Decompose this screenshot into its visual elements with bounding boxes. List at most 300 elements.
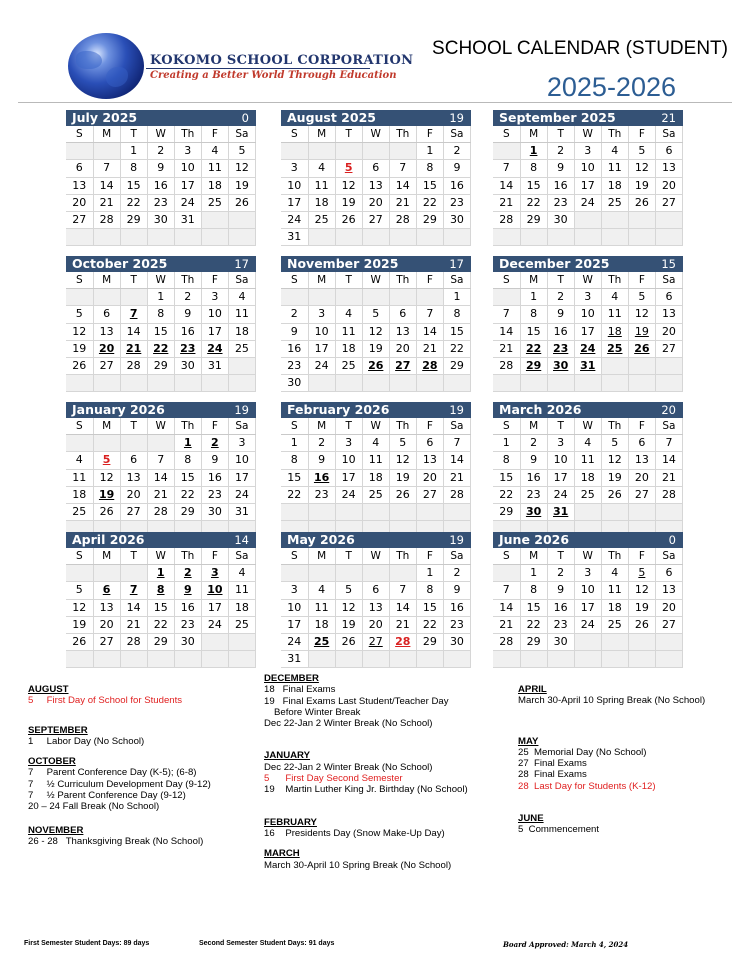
day-cell: 26 bbox=[628, 194, 655, 211]
day-cell: 16 bbox=[174, 323, 201, 340]
day-cell: 5 bbox=[628, 565, 655, 582]
week-row bbox=[281, 503, 471, 520]
empty-day bbox=[201, 229, 228, 246]
day-cell: 9 bbox=[174, 582, 201, 599]
day-cell: 30 bbox=[443, 211, 470, 228]
day-cell: 4 bbox=[228, 565, 255, 582]
empty-day bbox=[655, 651, 682, 668]
day-cell: 2 bbox=[520, 435, 547, 452]
event-section bbox=[518, 684, 738, 707]
day-cell: 13 bbox=[93, 323, 120, 340]
week-row bbox=[66, 160, 256, 177]
day-cell: 17 bbox=[335, 469, 362, 486]
empty-day bbox=[574, 229, 601, 246]
month-name: August 2025 bbox=[287, 110, 376, 125]
week-row bbox=[66, 435, 256, 452]
weekday-header: F bbox=[201, 272, 228, 289]
event-month-heading: AUGUST bbox=[28, 684, 69, 695]
day-cell: 27 bbox=[362, 211, 389, 228]
day-cell: 9 bbox=[201, 452, 228, 469]
week-row bbox=[66, 211, 256, 228]
day-cell: 7 bbox=[93, 160, 120, 177]
day-cell: 12 bbox=[389, 452, 416, 469]
week-row bbox=[66, 599, 256, 616]
empty-day bbox=[601, 357, 628, 374]
day-cell: 6 bbox=[120, 452, 147, 469]
event-section bbox=[518, 736, 738, 792]
day-cell: 14 bbox=[493, 177, 520, 194]
day-cell: 30 bbox=[443, 633, 470, 650]
day-cell: 18 bbox=[601, 177, 628, 194]
week-row bbox=[493, 289, 683, 306]
logo-divider bbox=[146, 68, 370, 69]
event-section bbox=[28, 684, 258, 707]
month-table bbox=[66, 418, 256, 538]
week-row bbox=[281, 452, 471, 469]
day-cell: 29 bbox=[493, 503, 520, 520]
day-cell: 18 bbox=[335, 340, 362, 357]
day-cell: 27 bbox=[120, 503, 147, 520]
day-cell: 18 bbox=[308, 616, 335, 633]
empty-day bbox=[416, 289, 443, 306]
day-cell: 20 bbox=[655, 599, 682, 616]
empty-day bbox=[120, 289, 147, 306]
day-cell: 24 bbox=[201, 340, 228, 357]
event-line: March 30-April 10 Spring Break (No School) bbox=[518, 695, 706, 707]
day-cell: 22 bbox=[520, 340, 547, 357]
event-month-heading: SEPTEMBER bbox=[28, 724, 88, 736]
day-cell: 27 bbox=[416, 486, 443, 503]
empty-day bbox=[628, 229, 655, 246]
empty-day bbox=[443, 375, 470, 392]
day-cell: 4 bbox=[228, 289, 255, 306]
day-cell: 27 bbox=[93, 633, 120, 650]
day-cell: 16 bbox=[147, 177, 174, 194]
day-cell: 30 bbox=[174, 357, 201, 374]
empty-day bbox=[362, 143, 389, 160]
empty-day bbox=[174, 651, 201, 668]
student-day-count: 0 bbox=[241, 111, 249, 125]
day-cell: 25 bbox=[228, 340, 255, 357]
day-cell: 8 bbox=[520, 582, 547, 599]
event-section bbox=[28, 725, 258, 748]
day-cell: 31 bbox=[574, 357, 601, 374]
weekday-header: S bbox=[281, 272, 308, 289]
empty-day bbox=[389, 503, 416, 520]
month-name: January 2026 bbox=[72, 402, 165, 417]
header-divider bbox=[18, 102, 732, 103]
day-cell: 9 bbox=[520, 452, 547, 469]
weekday-header: S bbox=[66, 418, 93, 435]
event-line: 19 Martin Luther King Jr. Birthday (No School) bbox=[264, 784, 468, 796]
week-row bbox=[281, 435, 471, 452]
weekday-header: Sa bbox=[228, 418, 255, 435]
empty-day bbox=[493, 143, 520, 160]
day-cell: 5 bbox=[628, 289, 655, 306]
day-cell: 10 bbox=[547, 452, 574, 469]
month-name: July 2025 bbox=[72, 110, 138, 125]
week-row bbox=[493, 229, 683, 246]
week-row bbox=[281, 194, 471, 211]
event-line: 5 Commencement bbox=[518, 824, 600, 836]
empty-day bbox=[228, 633, 255, 650]
month-march-2026 bbox=[493, 402, 683, 538]
day-cell: 15 bbox=[147, 599, 174, 616]
day-cell: 11 bbox=[601, 160, 628, 177]
weekday-header: Sa bbox=[228, 272, 255, 289]
board-approved: Board Approved: March 4, 2024 bbox=[503, 940, 629, 949]
empty-day bbox=[120, 375, 147, 392]
week-row bbox=[66, 616, 256, 633]
day-cell: 17 bbox=[574, 177, 601, 194]
day-cell: 9 bbox=[443, 582, 470, 599]
day-cell: 25 bbox=[601, 194, 628, 211]
day-cell: 6 bbox=[389, 306, 416, 323]
day-cell: 10 bbox=[335, 452, 362, 469]
empty-day bbox=[628, 503, 655, 520]
empty-day bbox=[416, 503, 443, 520]
day-cell: 12 bbox=[335, 599, 362, 616]
day-cell: 23 bbox=[147, 194, 174, 211]
empty-day bbox=[335, 229, 362, 246]
student-day-count: 15 bbox=[661, 257, 676, 271]
day-cell: 16 bbox=[443, 177, 470, 194]
weekday-header: T bbox=[335, 126, 362, 143]
month-header bbox=[493, 532, 683, 548]
empty-day bbox=[93, 435, 120, 452]
weekday-header: M bbox=[308, 126, 335, 143]
day-cell: 26 bbox=[628, 616, 655, 633]
empty-day bbox=[547, 651, 574, 668]
month-july-2025 bbox=[66, 110, 256, 246]
empty-day bbox=[601, 229, 628, 246]
day-cell: 25 bbox=[335, 357, 362, 374]
day-cell: 3 bbox=[574, 289, 601, 306]
events-column-2 bbox=[264, 673, 504, 880]
day-cell: 8 bbox=[520, 160, 547, 177]
empty-day bbox=[547, 375, 574, 392]
empty-day bbox=[228, 651, 255, 668]
week-row bbox=[281, 306, 471, 323]
day-cell: 6 bbox=[416, 435, 443, 452]
empty-day bbox=[443, 503, 470, 520]
weekday-header: F bbox=[416, 548, 443, 565]
empty-day bbox=[655, 357, 682, 374]
day-cell: 14 bbox=[655, 452, 682, 469]
week-row bbox=[66, 565, 256, 582]
day-cell: 20 bbox=[628, 469, 655, 486]
day-cell: 10 bbox=[281, 177, 308, 194]
empty-day bbox=[120, 651, 147, 668]
weekday-header: Th bbox=[601, 126, 628, 143]
day-cell: 9 bbox=[443, 160, 470, 177]
week-row bbox=[66, 289, 256, 306]
day-cell: 12 bbox=[601, 452, 628, 469]
month-november-2025 bbox=[281, 256, 471, 392]
day-cell: 5 bbox=[228, 143, 255, 160]
day-cell: 24 bbox=[228, 486, 255, 503]
day-cell: 1 bbox=[120, 143, 147, 160]
month-april-2026 bbox=[66, 532, 256, 668]
day-cell: 5 bbox=[93, 452, 120, 469]
day-cell: 25 bbox=[601, 616, 628, 633]
month-name: May 2026 bbox=[287, 532, 355, 547]
empty-day bbox=[574, 503, 601, 520]
day-cell: 18 bbox=[308, 194, 335, 211]
week-row bbox=[281, 633, 471, 650]
weekday-header: M bbox=[93, 272, 120, 289]
day-cell: 21 bbox=[493, 194, 520, 211]
day-cell: 12 bbox=[335, 177, 362, 194]
day-cell: 15 bbox=[520, 599, 547, 616]
day-cell: 3 bbox=[174, 143, 201, 160]
week-row bbox=[66, 340, 256, 357]
week-row bbox=[493, 143, 683, 160]
day-cell: 22 bbox=[281, 486, 308, 503]
weekday-header: F bbox=[201, 548, 228, 565]
week-row bbox=[281, 565, 471, 582]
month-header bbox=[493, 402, 683, 418]
day-cell: 23 bbox=[201, 486, 228, 503]
day-cell: 15 bbox=[493, 469, 520, 486]
empty-day bbox=[201, 633, 228, 650]
day-cell: 26 bbox=[389, 486, 416, 503]
day-cell: 21 bbox=[389, 616, 416, 633]
day-cell: 17 bbox=[574, 599, 601, 616]
day-cell: 5 bbox=[601, 435, 628, 452]
day-cell: 11 bbox=[308, 599, 335, 616]
week-row bbox=[66, 651, 256, 668]
day-cell: 23 bbox=[308, 486, 335, 503]
day-cell: 24 bbox=[308, 357, 335, 374]
event-line: Dec 22-Jan 2 Winter Break (No School) bbox=[264, 761, 433, 773]
day-cell: 20 bbox=[93, 340, 120, 357]
week-row bbox=[66, 323, 256, 340]
empty-day bbox=[493, 229, 520, 246]
day-cell: 6 bbox=[628, 435, 655, 452]
day-cell: 1 bbox=[520, 289, 547, 306]
week-row bbox=[66, 633, 256, 650]
week-row bbox=[281, 616, 471, 633]
week-row bbox=[66, 143, 256, 160]
week-row bbox=[493, 452, 683, 469]
day-cell: 28 bbox=[93, 211, 120, 228]
empty-day bbox=[601, 633, 628, 650]
day-cell: 8 bbox=[147, 582, 174, 599]
weekday-header: Sa bbox=[655, 418, 682, 435]
event-month-heading: FEBRUARY bbox=[264, 816, 317, 828]
empty-day bbox=[416, 229, 443, 246]
day-cell: 2 bbox=[443, 143, 470, 160]
day-cell: 14 bbox=[120, 323, 147, 340]
empty-day bbox=[66, 229, 93, 246]
day-cell: 21 bbox=[120, 616, 147, 633]
week-row bbox=[493, 323, 683, 340]
empty-day bbox=[628, 375, 655, 392]
weekday-header: S bbox=[493, 548, 520, 565]
day-cell: 26 bbox=[66, 633, 93, 650]
weekday-header: Sa bbox=[443, 548, 470, 565]
empty-day bbox=[174, 375, 201, 392]
event-section bbox=[28, 825, 258, 848]
empty-day bbox=[335, 565, 362, 582]
weekday-header: W bbox=[574, 418, 601, 435]
empty-day bbox=[389, 143, 416, 160]
week-row bbox=[281, 323, 471, 340]
empty-day bbox=[443, 651, 470, 668]
day-cell: 11 bbox=[601, 582, 628, 599]
week-row bbox=[281, 211, 471, 228]
day-cell: 1 bbox=[281, 435, 308, 452]
day-cell: 12 bbox=[66, 323, 93, 340]
day-cell: 10 bbox=[574, 306, 601, 323]
day-cell: 2 bbox=[174, 289, 201, 306]
weekday-header: F bbox=[628, 126, 655, 143]
day-cell: 24 bbox=[174, 194, 201, 211]
day-cell: 1 bbox=[416, 565, 443, 582]
empty-day bbox=[628, 357, 655, 374]
week-row bbox=[66, 357, 256, 374]
weekday-header: M bbox=[520, 548, 547, 565]
empty-day bbox=[335, 651, 362, 668]
month-june-2026 bbox=[493, 532, 683, 668]
week-row bbox=[493, 194, 683, 211]
day-cell: 17 bbox=[201, 323, 228, 340]
day-cell: 4 bbox=[601, 143, 628, 160]
event-line: 20 – 24 Fall Break (No School) bbox=[28, 801, 160, 813]
day-cell: 28 bbox=[493, 357, 520, 374]
day-cell: 30 bbox=[174, 633, 201, 650]
day-cell: 30 bbox=[547, 211, 574, 228]
day-cell: 27 bbox=[93, 357, 120, 374]
day-cell: 15 bbox=[174, 469, 201, 486]
empty-day bbox=[389, 229, 416, 246]
day-cell: 3 bbox=[308, 306, 335, 323]
day-cell: 29 bbox=[120, 211, 147, 228]
day-cell: 10 bbox=[201, 582, 228, 599]
day-cell: 16 bbox=[547, 177, 574, 194]
day-cell: 26 bbox=[335, 211, 362, 228]
empty-day bbox=[655, 503, 682, 520]
event-month-heading: JUNE bbox=[518, 813, 544, 825]
event-section bbox=[264, 750, 504, 795]
student-day-count: 19 bbox=[234, 403, 249, 417]
day-cell: 24 bbox=[574, 194, 601, 211]
day-cell: 21 bbox=[493, 616, 520, 633]
day-cell: 9 bbox=[547, 582, 574, 599]
day-cell: 3 bbox=[281, 582, 308, 599]
empty-day bbox=[281, 503, 308, 520]
day-cell: 18 bbox=[66, 486, 93, 503]
day-cell: 19 bbox=[228, 177, 255, 194]
day-cell: 21 bbox=[120, 340, 147, 357]
day-cell: 8 bbox=[416, 582, 443, 599]
day-cell: 14 bbox=[93, 177, 120, 194]
empty-day bbox=[389, 565, 416, 582]
day-cell: 18 bbox=[362, 469, 389, 486]
week-row bbox=[281, 582, 471, 599]
day-cell: 9 bbox=[174, 306, 201, 323]
day-cell: 18 bbox=[601, 599, 628, 616]
month-table bbox=[66, 548, 256, 668]
day-cell: 19 bbox=[66, 340, 93, 357]
day-cell: 4 bbox=[66, 452, 93, 469]
empty-day bbox=[520, 375, 547, 392]
weekday-header: S bbox=[66, 126, 93, 143]
day-cell: 13 bbox=[628, 452, 655, 469]
day-cell: 19 bbox=[628, 323, 655, 340]
day-cell: 2 bbox=[547, 289, 574, 306]
day-cell: 10 bbox=[308, 323, 335, 340]
empty-day bbox=[335, 143, 362, 160]
day-cell: 3 bbox=[574, 565, 601, 582]
day-cell: 17 bbox=[228, 469, 255, 486]
day-cell: 29 bbox=[174, 503, 201, 520]
weekday-header: Sa bbox=[443, 126, 470, 143]
day-cell: 17 bbox=[174, 177, 201, 194]
day-cell: 5 bbox=[389, 435, 416, 452]
weekday-header: S bbox=[493, 272, 520, 289]
day-cell: 9 bbox=[147, 160, 174, 177]
empty-day bbox=[628, 651, 655, 668]
day-cell: 5 bbox=[66, 582, 93, 599]
day-cell: 18 bbox=[574, 469, 601, 486]
empty-day bbox=[601, 211, 628, 228]
day-cell: 3 bbox=[201, 289, 228, 306]
day-cell: 14 bbox=[443, 452, 470, 469]
day-cell: 20 bbox=[93, 616, 120, 633]
weekday-header: W bbox=[362, 418, 389, 435]
event-line: Dec 22-Jan 2 Winter Break (No School) bbox=[264, 718, 433, 730]
day-cell: 8 bbox=[493, 452, 520, 469]
day-cell: 13 bbox=[655, 160, 682, 177]
event-line: 5 First Day Second Semester bbox=[264, 773, 403, 785]
day-cell: 6 bbox=[362, 160, 389, 177]
month-table bbox=[493, 548, 683, 668]
week-row bbox=[281, 289, 471, 306]
day-cell: 23 bbox=[174, 616, 201, 633]
empty-day bbox=[493, 651, 520, 668]
week-row bbox=[281, 160, 471, 177]
day-cell: 19 bbox=[389, 469, 416, 486]
day-cell: 10 bbox=[174, 160, 201, 177]
empty-day bbox=[66, 651, 93, 668]
day-cell: 11 bbox=[228, 306, 255, 323]
empty-day bbox=[201, 651, 228, 668]
empty-day bbox=[389, 289, 416, 306]
day-cell: 6 bbox=[655, 289, 682, 306]
day-cell: 6 bbox=[93, 582, 120, 599]
day-cell: 19 bbox=[66, 616, 93, 633]
day-cell: 19 bbox=[362, 340, 389, 357]
day-cell: 20 bbox=[120, 486, 147, 503]
day-cell: 30 bbox=[281, 375, 308, 392]
day-cell: 7 bbox=[493, 582, 520, 599]
day-cell: 13 bbox=[362, 599, 389, 616]
day-cell: 26 bbox=[228, 194, 255, 211]
globe-logo-icon bbox=[68, 33, 144, 99]
day-cell: 7 bbox=[493, 306, 520, 323]
week-row bbox=[281, 143, 471, 160]
weekday-header: S bbox=[493, 126, 520, 143]
student-day-count: 17 bbox=[449, 257, 464, 271]
student-day-count: 19 bbox=[449, 111, 464, 125]
student-day-count: 17 bbox=[234, 257, 249, 271]
day-cell: 23 bbox=[547, 616, 574, 633]
empty-day bbox=[362, 651, 389, 668]
day-cell: 3 bbox=[335, 435, 362, 452]
day-cell: 15 bbox=[416, 177, 443, 194]
